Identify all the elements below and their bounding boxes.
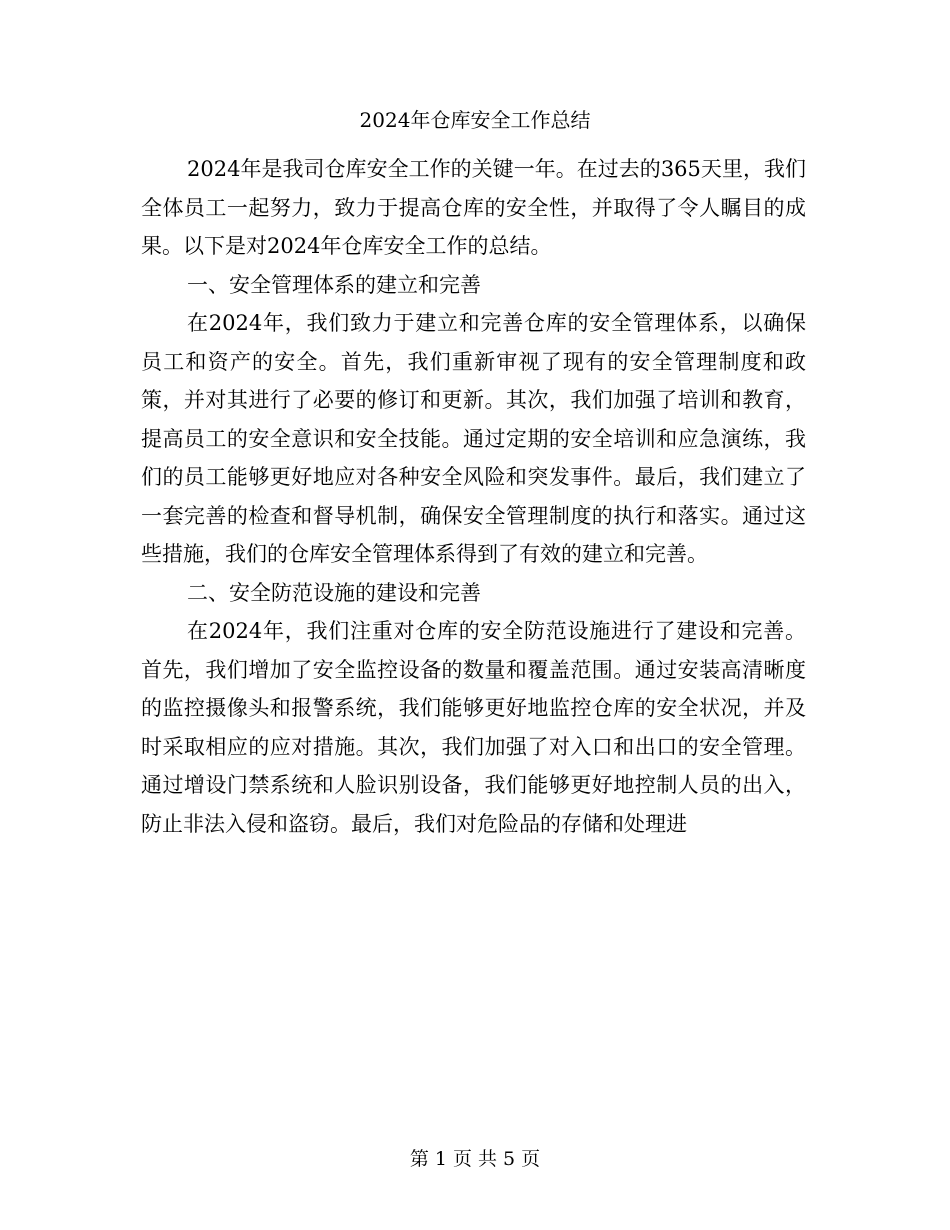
section-heading-2: 二、安全防范设施的建设和完善 (187, 580, 481, 605)
page-number-footer: 第 1 页 共 5 页 (409, 1148, 541, 1170)
section-2-paragraph: 在2024年，我们注重对仓库的安全防范设施进行了建设和完善。首先，我们增加了安全监控设备的数量和覆盖范围。通过安装高清晰度的监控摄像头和报警系统，我们能够更好地监控仓库的安全状况，并及时采取相应的应对措施。其次，我们加强了对入口和出口的安全管理。通过增设门禁系统和人脸识别设备，我们能够更好地控制人员的出入，防止非法入侵和盗窃。最后，我们对危险品的存储和处理进 (141, 619, 806, 836)
intro-paragraph: 2024年是我司仓库安全工作的关键一年。在过去的365天里，我们全体员工一起努力，致力于提高仓库的安全性，并取得了令人瞩目的成果。以下是对2024年仓库安全工作的总结。 (141, 157, 806, 258)
section-heading-1: 一、安全管理体系的建立和完善 (187, 272, 481, 297)
document-title: 2024年仓库安全工作总结 (359, 108, 591, 132)
document-body (141, 150, 806, 843)
section-1-paragraph: 在2024年，我们致力于建立和完善仓库的安全管理体系，以确保员工和资产的安全。首先，我们重新审视了现有的安全管理制度和政策，并对其进行了必要的修订和更新。其次，我们加强了培训和教育，提高员工的安全意识和安全技能。通过定期的安全培训和应急演练，我们的员工能够更好地应对各种安全风险和突发事件。最后，我们建立了一套完善的检查和督导机制，确保安全管理制度的执行和落实。通过这些措施，我们的仓库安全管理体系得到了有效的建立和完善。 (141, 311, 806, 566)
